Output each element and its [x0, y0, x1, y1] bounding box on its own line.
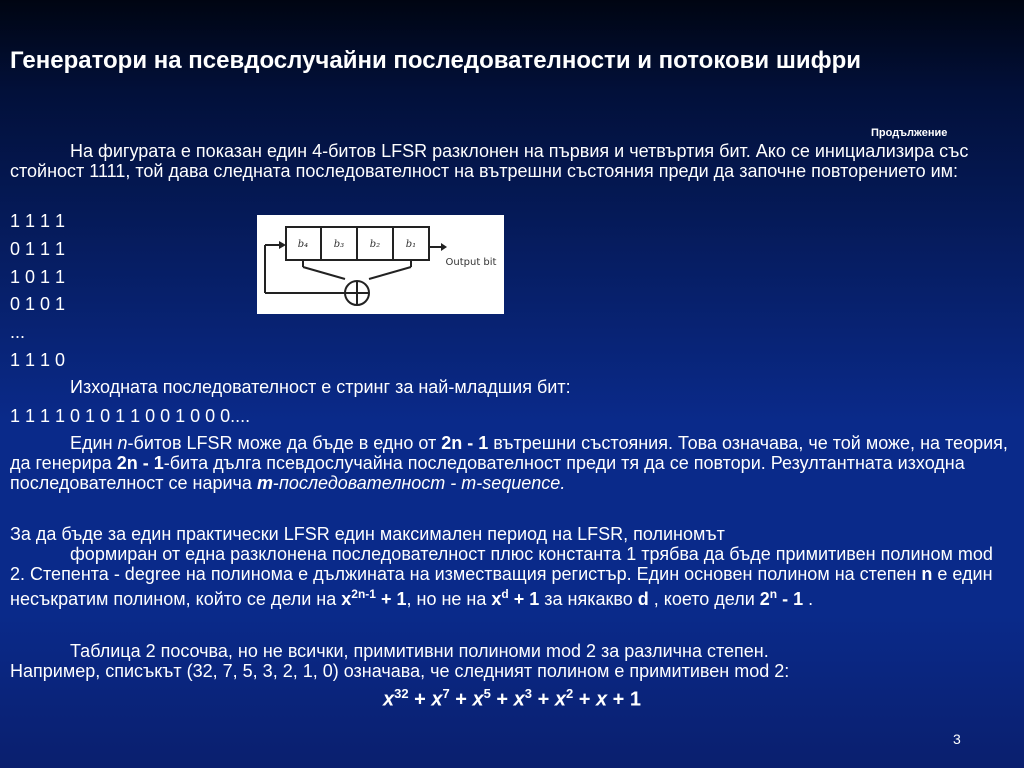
text-run: 2n - 1: [441, 433, 489, 453]
paragraph-primitive-polynomial: [10, 524, 1012, 609]
formula-x: x: [595, 688, 608, 711]
text-run: x: [341, 589, 352, 609]
tap-line: [303, 267, 345, 279]
cell-label: b₂: [369, 239, 381, 250]
text-run: , но не на: [406, 589, 492, 609]
feedback-arrow: [279, 241, 286, 249]
paragraph-continuation: [10, 544, 1012, 609]
text-run: + 1: [375, 589, 407, 609]
text-run: -битов LFSR може да бъде в едно от: [127, 433, 442, 453]
output-sequence: 1 1 1 1 0 1 0 1 1 0 0 1 0 0 0....: [10, 406, 251, 426]
polynomial-formula: [0, 686, 1024, 712]
text-run: е един несъкратим полином, който се дели на: [10, 564, 993, 609]
lfsr-diagram: [257, 215, 504, 314]
formula-x: x: [554, 688, 566, 711]
state-line: 0 1 1 1: [10, 239, 66, 259]
output-arrow: [441, 243, 447, 251]
text-run: за някакво: [539, 589, 638, 609]
paragraph-output-string: Изходната последователност е стринг за най-младшия бит:: [70, 377, 571, 397]
formula-x: x: [382, 688, 395, 711]
text-run: -бита дълга псевдослучайна последователност преди тя да се повтори. Резултантната изходна последователност се нарича: [10, 453, 965, 493]
state-line: 1 1 1 1: [10, 211, 66, 231]
cell-label: b₁: [405, 239, 417, 250]
formula-plus: +: [449, 688, 473, 711]
text-run: -: [272, 473, 279, 493]
text-run: n: [117, 433, 128, 453]
paragraph-n-bit-lfsr: [10, 433, 1012, 493]
lfsr-diagram-svg: [257, 215, 504, 314]
slide-title: Генератори на псевдослучайни последователности и потокови шифри: [10, 47, 862, 74]
text-run: вътрешни състояния. Това означава, че той може, на теория, да генерира: [10, 433, 1008, 473]
formula-x: x: [513, 688, 525, 711]
text-run: 2: [759, 589, 770, 609]
tap-line: [369, 267, 411, 279]
formula-plus: +: [490, 688, 514, 711]
formula-exp: 5: [483, 686, 491, 701]
text-run: m: [256, 473, 273, 493]
text-run: последователност - m-sequence.: [278, 473, 566, 493]
formula-plus: +: [607, 688, 630, 711]
formula-one: 1: [629, 688, 642, 711]
text-run: , което дели: [648, 589, 760, 609]
formula-plus: +: [573, 688, 596, 711]
formula-x: x: [431, 688, 443, 711]
output-label: Output bit: [445, 257, 497, 268]
formula-exp: 2: [565, 686, 574, 701]
continuation-label: Продължение: [871, 127, 948, 139]
formula-exp: 32: [394, 686, 409, 701]
cell-label: b₃: [333, 239, 345, 250]
text-run: n: [921, 564, 933, 584]
paragraph-example: Например, списъкът (32, 7, 5, 3, 2, 1, 0) означава, че следният полином е примитивен mod 2:: [10, 661, 790, 681]
formula-exp: 7: [442, 686, 450, 701]
text-run: d: [501, 587, 509, 601]
cell-label: b₄: [297, 239, 309, 250]
text-run: 2n-1: [351, 587, 376, 601]
text-run: 2n - 1: [116, 453, 164, 473]
state-line: 0 1 0 1: [10, 294, 66, 314]
text-run: n: [769, 587, 778, 601]
text-run: - 1: [777, 589, 804, 609]
page-number: 3: [953, 731, 961, 747]
state-line: 1 0 1 1: [10, 267, 66, 287]
text-run: .: [803, 589, 814, 609]
text-run: Един: [70, 433, 118, 453]
formula-plus: +: [532, 688, 555, 711]
state-line: ...: [10, 322, 26, 342]
paragraph-lfsr-intro: На фигурата е показан един 4-битов LFSR разклонен на първия и четвъртия бит. Ако се инициализира със стойност 1111, той дава следната последователност на вътрешни състояния преди да започне повторението им:: [10, 141, 969, 181]
state-line: 1 1 1 0: [10, 350, 66, 370]
text-run: x: [491, 589, 502, 609]
formula-exp: 3: [524, 686, 533, 701]
text-run: + 1: [508, 589, 540, 609]
text-run: d: [637, 589, 649, 609]
text-run: За да бъде за един практически LFSR един максимален период на LFSR, полиномът: [10, 524, 725, 544]
text-run: формиран от една разклонена последователност плюс константа 1 трябва да бъде примитивен полином mod 2. Степента - degree на полинома е дължината на изместващия регистър. Един основен полином на степен: [10, 544, 993, 584]
formula-plus: +: [408, 688, 432, 711]
paragraph-table-2: Таблица 2 посочва, но не всички, примитивни полиноми mod 2 за различна степен.: [70, 641, 769, 661]
formula-x: x: [472, 688, 484, 711]
